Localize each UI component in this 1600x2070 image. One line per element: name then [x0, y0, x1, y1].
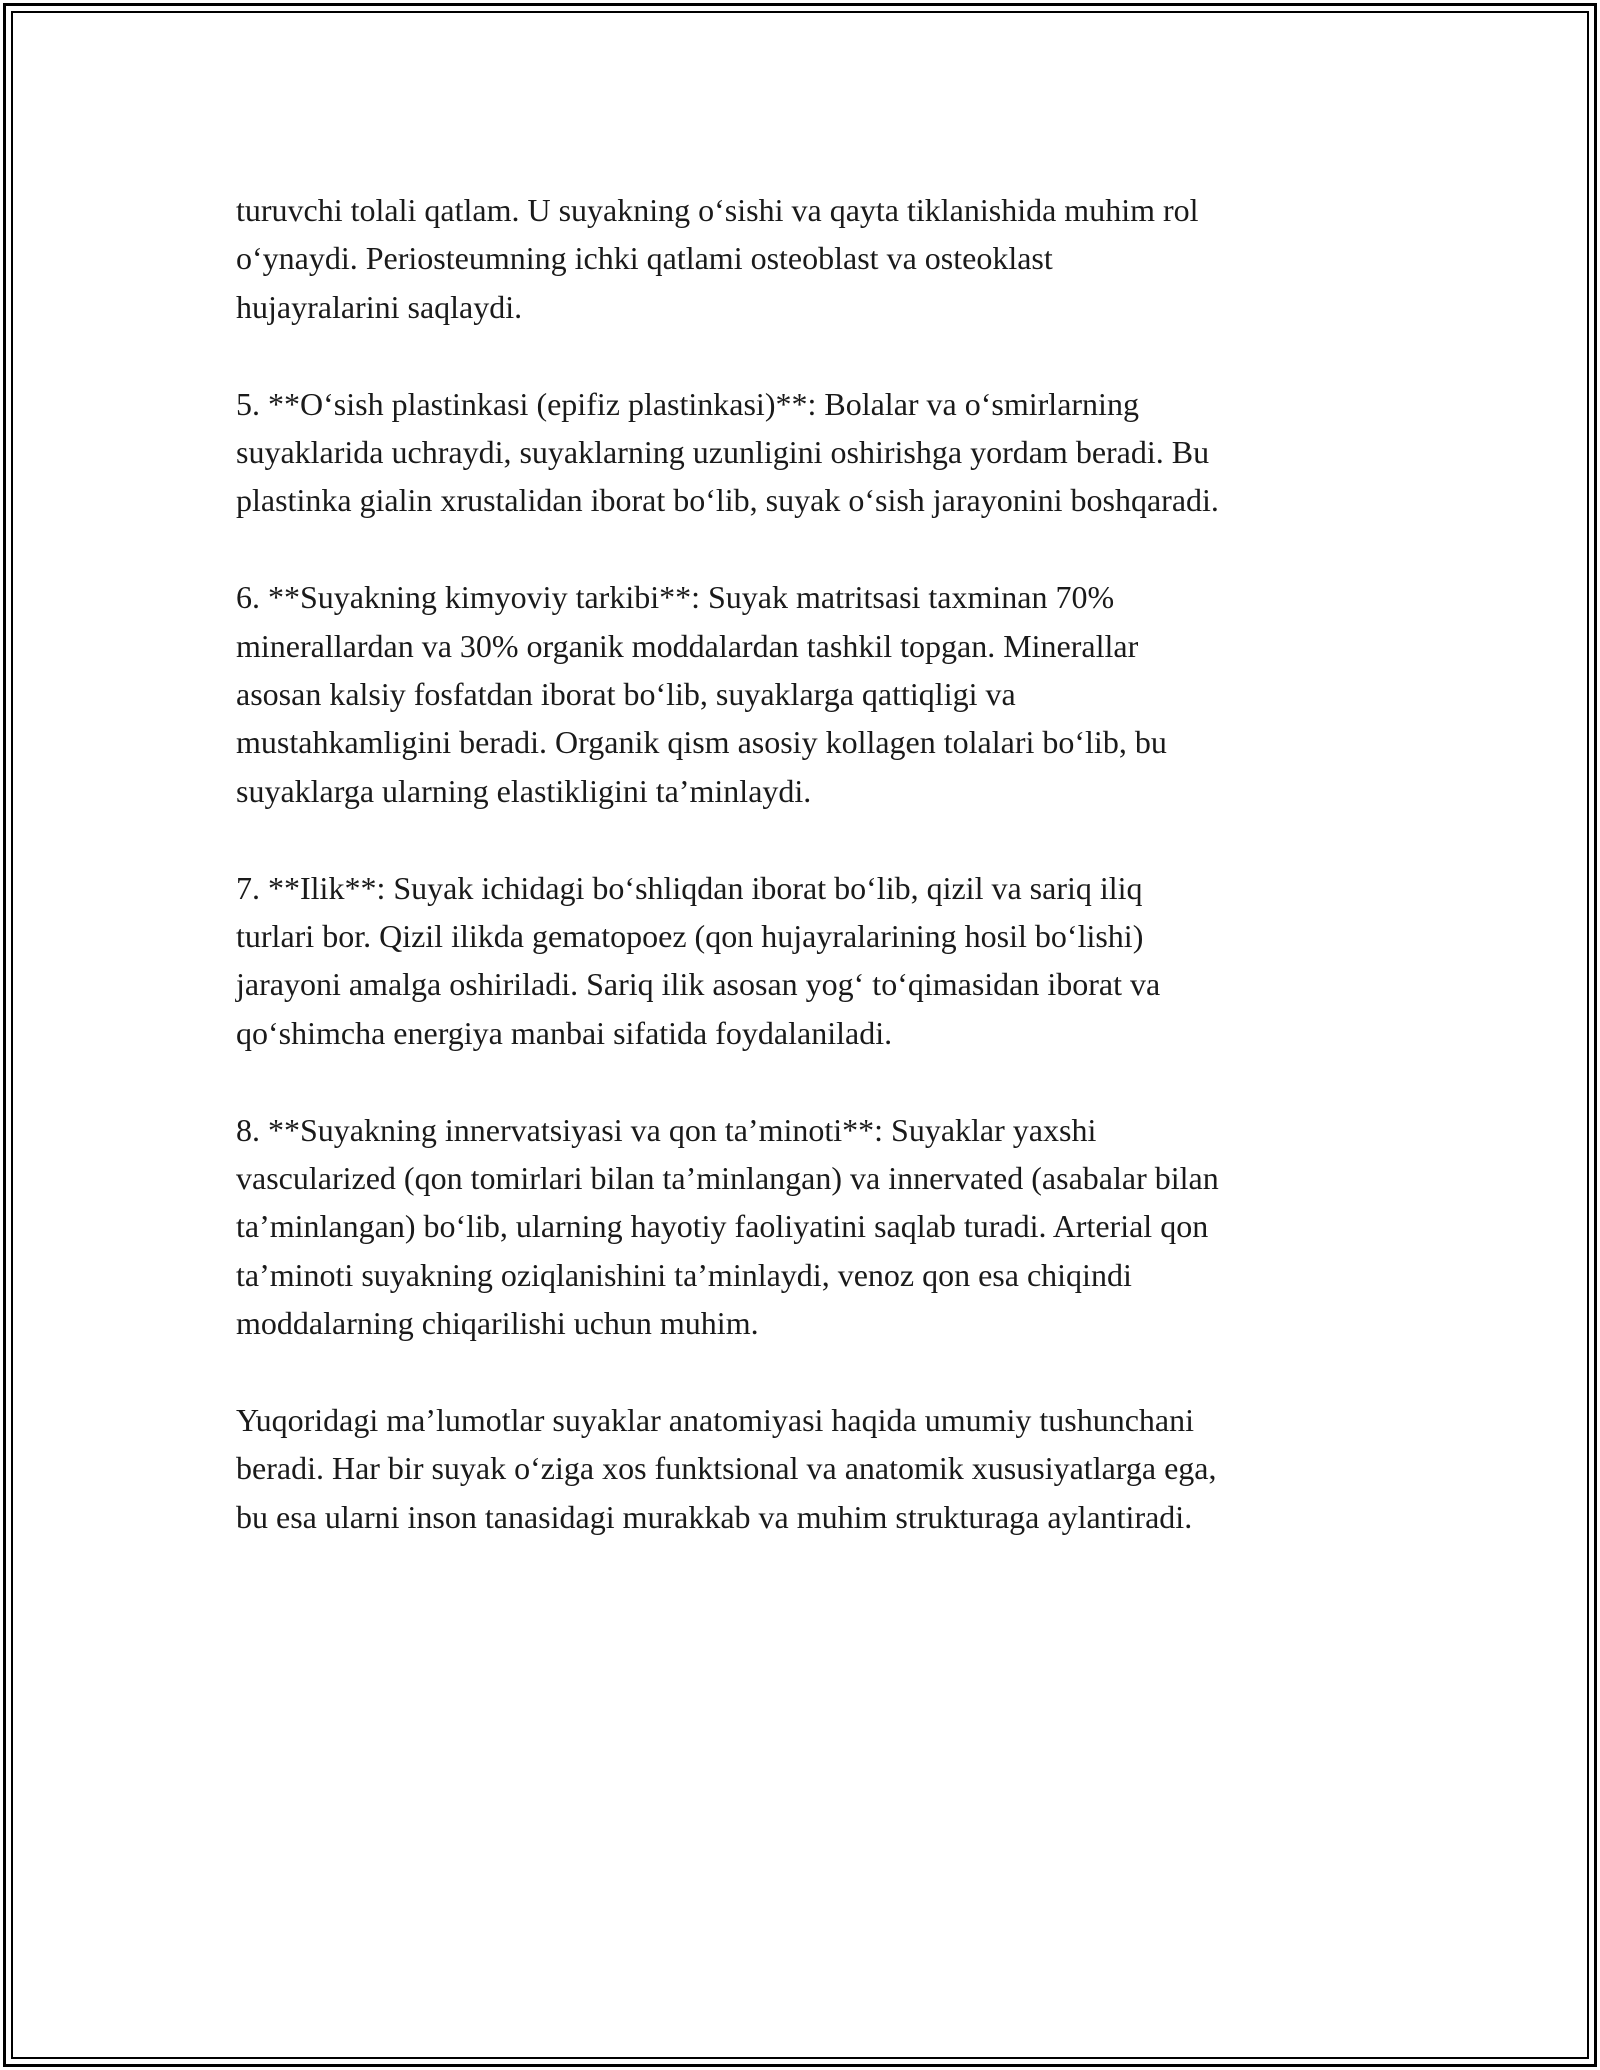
text-line: 6. **Suyakning kimyoviy tarkibi**: Suyak matritsasi taxminan 70% [236, 579, 1115, 616]
paragraph-bone-marrow [236, 864, 1376, 1058]
text-line: Yuqoridagi ma’lumotlar suyaklar anatomiyasi haqida umumiy tushunchani [236, 1402, 1195, 1439]
text-line: vascularized (qon tomirlari bilan ta’minlangan) va innervated (asabalar bilan [236, 1160, 1219, 1197]
text-line: mustahkamligini beradi. Organik qism asosiy kollagen tolalari bo‘lib, bu [236, 724, 1167, 761]
text-line: qo‘shimcha energiya manbai sifatida foydalaniladi. [236, 1014, 893, 1051]
paragraph-conclusion [236, 1396, 1376, 1541]
text-line: 7. **Ilik**: Suyak ichidagi bo‘shliqdan iborat bo‘lib, qizil va sariq iliq [236, 869, 1143, 906]
text-line: 5. **O‘sish plastinkasi (epifiz plastinkasi)**: Bolalar va o‘smirlarning [236, 385, 1139, 422]
text-line: jarayoni amalga oshiriladi. Sariq ilik asosan yog‘ to‘qimasidan iborat va [236, 966, 1161, 1003]
text-line: 8. **Suyakning innervatsiyasi va qon ta’minoti**: Suyaklar yaxshi [236, 1111, 1097, 1148]
text-line: minerallardan va 30% organik moddalardan tashkil topgan. Minerallar [236, 627, 1139, 664]
text-line: turlari bor. Qizil ilikda gematopoez (qon hujayralarining hosil bo‘lishi) [236, 918, 1144, 955]
paragraph-chemical-composition [236, 573, 1376, 815]
text-line: asosan kalsiy fosfatdan iborat bo‘lib, suyaklarga qattiqligi va [236, 676, 1016, 713]
text-line: o‘ynaydi. Periosteumning ichki qatlami osteoblast va osteoklast [236, 240, 1053, 277]
text-line: plastinka gialin xrustalidan iborat bo‘lib, suyak o‘sish jarayonini boshqaradi. [236, 482, 1219, 519]
paragraph-innervation-blood-supply [236, 1106, 1376, 1348]
document-body [236, 186, 1376, 1541]
paragraph-growth-plate [236, 380, 1376, 525]
text-line: suyaklarida uchraydi, suyaklarning uzunligini oshirishga yordam beradi. Bu [236, 434, 1210, 471]
text-line: ta’minoti suyakning oziqlanishini ta’minlaydi, venoz qon esa chiqindi [236, 1256, 1132, 1293]
text-line: bu esa ularni inson tanasidagi murakkab va muhim strukturaga aylantiradi. [236, 1498, 1193, 1535]
text-line: moddalarning chiqarilishi uchun muhim. [236, 1305, 759, 1342]
text-line: beradi. Har bir suyak o‘ziga xos funktsional va anatomik xususiyatlarga ega, [236, 1450, 1217, 1487]
text-line: turuvchi tolali qatlam. U suyakning o‘sishi va qayta tiklanishida muhim rol [236, 192, 1199, 228]
text-line: suyaklarga ularning elastikligini ta’minlaydi. [236, 772, 812, 809]
text-line: hujayralarini saqlaydi. [236, 288, 523, 325]
paragraph-periosteum-continued [236, 186, 1376, 331]
text-line: ta’minlangan) bo‘lib, ularning hayotiy faoliyatini saqlab turadi. Arterial qon [236, 1208, 1209, 1245]
